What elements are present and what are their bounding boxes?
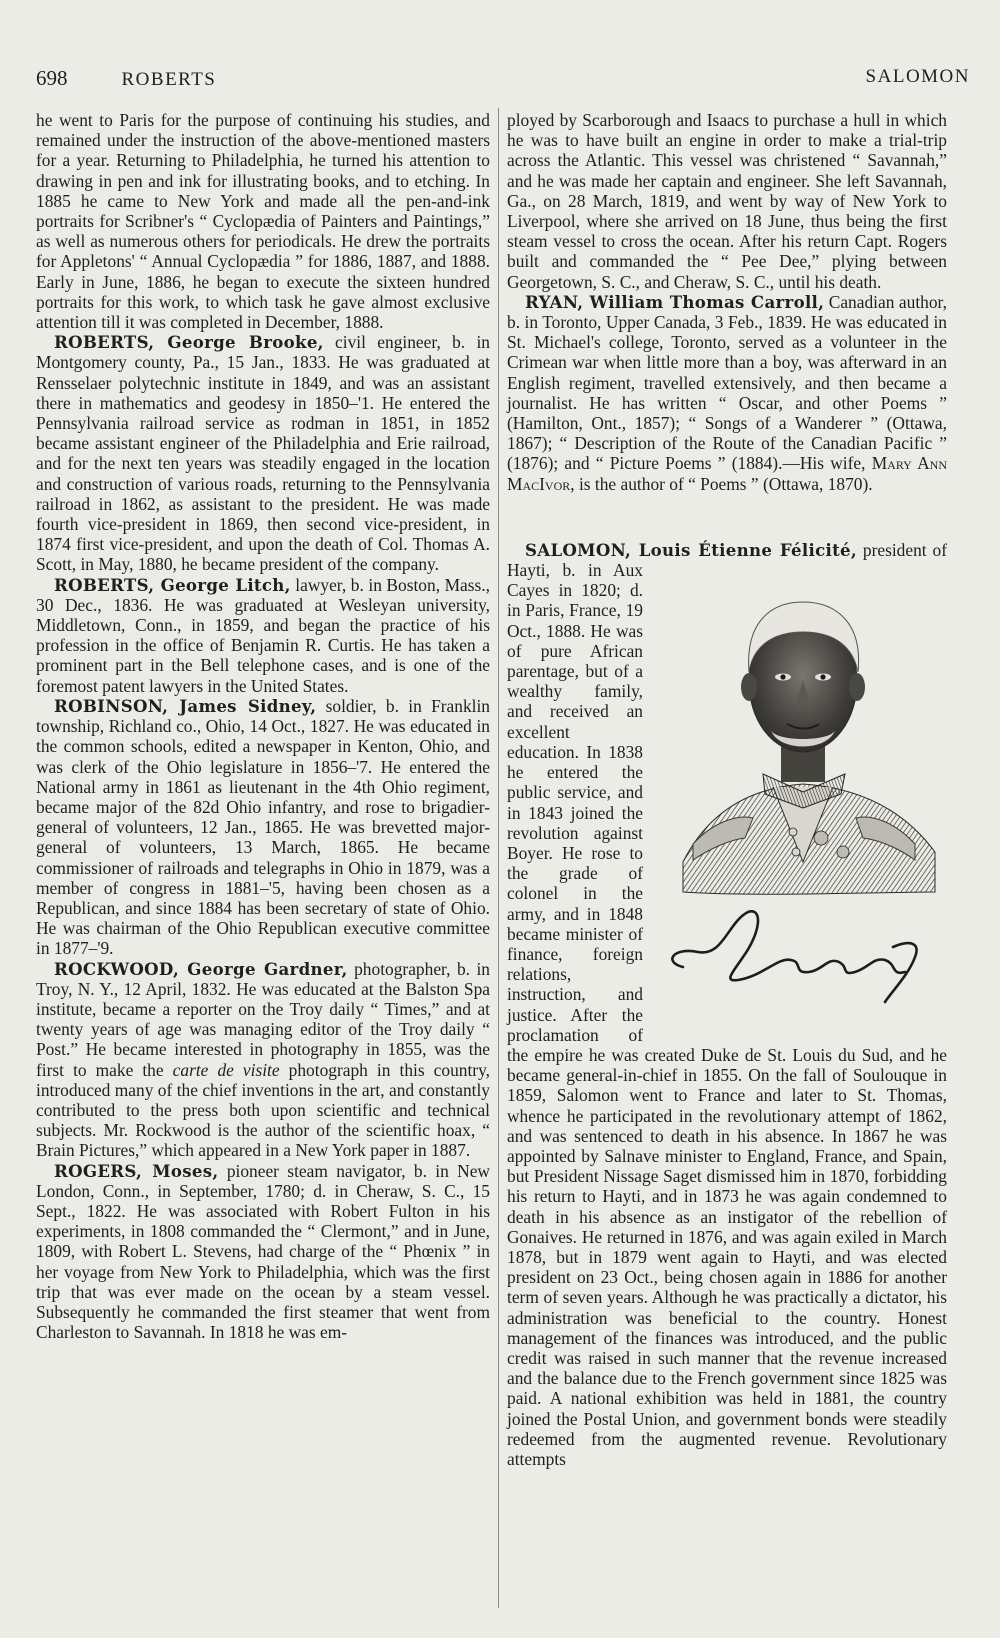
entry-roberts-george-litch	[36, 575, 490, 696]
entry-text: soldier, b. in Franklin township, Richland co., Ohio, 14 Oct., 1827. He was educated in the common schools, edited a newspaper in Kenton, Ohio, and was clerk of the Ohio legislature in 1856–'7. He entered the National army in 1861 as lieutenant in the 4th Ohio regiment, became major of the 82d Ohio infantry, and rose to brigadier-general of volunteers, 12 Jan., 1865. He was brevetted major-general of volunteers, 13 March, 1865. He became commissioner of railroads and telegraphs in Ohio in 1879, was a member of congress in 1881–'5, having been chosen as a Republican, and since 1884 has been secretary of state of Ohio. He was chairman of the Ohio Republican executive committee in 1877–'9.	[36, 695, 490, 959]
section-gap	[507, 494, 947, 540]
left-running-head: ROBERTS	[121, 69, 217, 90]
right-column	[507, 110, 947, 1469]
page-number: 698	[36, 66, 68, 90]
left-column	[36, 110, 490, 1342]
column-divider	[498, 108, 499, 1608]
continuation-paragraph: he went to Paris for the purpose of continuing his studies, and remained under the instruction of the above-mentioned masters for a year. Returning to Philadelphia, he turned his attention to drawing in pen and ink for illustrating books, and to etching. In 1885 he came to New York and made all the pen-and-ink portraits for Scribner's “ Cyclopædia of Painters and Paintings,” as well as numerous others for periodicals. He drew the portraits for Appletons' “ Annual Cyclopædia ” for 1886, 1887, and 1888. Early in June, 1886, he began to execute the sixteen hundred portraits for this work, to which task he gave almost exclusive attention till it was completed in December, 1888.	[36, 110, 490, 333]
entry-text: lawyer, b. in Boston, Mass., 30 Dec., 1836. He was graduated at Wesleyan university, Middletown, Conn., in 1859, and began the practice of his profession in the office of Benjamin R. Curtis. He has taken a prominent part in the Bell telephone cases, and is one of the foremost patent lawyers in the United States.	[36, 574, 490, 696]
entry-name: ROCKWOOD, George Gardner,	[54, 958, 348, 979]
portrait-figure	[653, 562, 953, 1032]
entry-name: ROBERTS, George Brooke,	[54, 332, 324, 353]
entry-salomon	[507, 540, 947, 1469]
portrait-engraving	[653, 562, 953, 1032]
entry-small-caps: Mary Ann MacIvor	[507, 453, 947, 494]
entry-text: Canadian author, b. in Toronto, Upper Canada, 3 Feb., 1839. He was educated in St. Michael's college, Toronto, served as a volunteer in the Crimean war when little more than a boy, was afterward in an English regiment, travelled extensively, and then became a journalist. He has written “ Oscar, and other Poems ” (Hamilton, Ont., 1857); “ Songs of a Wanderer ” (Ottawa, 1867); “ Description of the Route of the Canadian Pacific ” (1876); and “ Picture Poems ” (1884).—His wife,	[507, 291, 948, 474]
entry-roberts-george-brooke	[36, 332, 490, 574]
entry-name: ROBINSON, James Sidney,	[54, 695, 317, 716]
entry-robinson-james-sidney	[36, 696, 490, 959]
entry-text: pioneer steam navigator, b. in New London, Conn., in September, 1780; d. in Cheraw, S. C., 15 Sept., 1822. He was associated with Robert Fulton in his experiments, in 1808 commanded the “ Clermont,” and in June, 1809, with Robert L. Stevens, had charge of the “ Phœnix ” in her voyage from New York to Philadelphia, which was the first trip that was ever made on the ocean by a steam vessel. Subsequently he commanded the first steamer that went from Charleston to Savannah. In 1818 he was em-	[36, 1160, 490, 1343]
entry-text: civil engineer, b. in Montgomery county, Pa., 15 Jan., 1833. He was graduated at Rensselaer polytechnic institute in 1849, and was an assistant there in mathematics and geodesy in 1850–'1. He entered the Pennsylvania railroad service as rodman in 1851, in 1852 became assistant engineer of the Philadelphia and Erie railroad, and for the next ten years was steadily engaged in the location and construction of various roads, returning to the Pennsylvania railroad in 1862, as assistant to the president. He was made fourth vice-president in 1869, then second vice-president, in 1874 first vice-president, and upon the death of Col. Thomas A. Scott, in May, 1880, he became president of the company.	[36, 332, 490, 575]
entry-name: RYAN, William Thomas Carroll,	[525, 291, 825, 312]
entry-name: SALOMON, Louis Étienne Félicité,	[525, 539, 857, 560]
continuation-paragraph: ployed by Scarborough and Isaacs to purchase a hull in which he was to have built an engine in order to make a trial-trip across the Atlantic. This vessel was christened “ Savannah,” and he was made her captain and engineer. She left Savannah, Ga., on 28 March, 1819, and went by way of New York to Liverpool, where she arrived on 18 June, thus being the first steam vessel to cross the ocean. After his return Capt. Rogers built and commanded the “ Pee Dee,” plying between Georgetown, S. C., and Cheraw, S. C., until his death.	[507, 110, 947, 292]
entry-rogers-moses	[36, 1161, 490, 1343]
entry-text: president of Hayti, b. in Aux Cayes in 1820; d. in Paris, France, 19 Oct., 1888. He was of pure African parentage, but of a wealthy family, and received an excellent education. In 1838 he entered the public service, and in 1843 joined the revolution against Boyer. He rose to the grade of colonel in the army, and in 1848 became minister of finance, foreign relations, instruction, and justice. After the proclamation of the empire he was created Duke de St. Louis du Sud, and he became general-in-chief in 1855. On the fall of Soulouque in 1859, Salomon went to France and later to St. Thomas, whence he participated in the revolutionary attempt of 1862, and was sentenced to death in his absence. In 1867 he was appointed by Salnave minister to England, France, and Spain, but President Nissage Saget dismissed him in 1870, forbidding his return to Hayti, and in 1873 he was again condemned to death in his absence as an instigator of the rebellion of Gonaives. He returned in 1876, and was again exiled in March 1878, but in 1879 went again to Hayti, and was elected president on 23 Oct., being chosen again in 1886 for another term of seven years. Although he was practically a dictator, his administration was beneficial to the country. Honest management of the finances was introduced, and the public credit was raised in such manner that the revenue increased and the balance due to the French government since 1825 was paid. A national exhibition was held in 1881, the country joined the Postal Union, and government bonds were steadily redeemed from the augmented revenue. Revolutionary attempts	[507, 539, 947, 1469]
entry-italic: carte de visite	[172, 1059, 280, 1080]
running-head	[36, 66, 970, 91]
entry-rockwood-george-gardner	[36, 959, 490, 1161]
entry-name: ROBERTS, George Litch,	[54, 574, 291, 595]
entry-text: , is the author of “ Poems ” (Ottawa, 1870).	[570, 473, 873, 494]
entry-name: ROGERS, Moses,	[54, 1160, 219, 1181]
right-running-head: SALOMON	[865, 66, 970, 87]
entry-text: photographer, b. in Troy, N. Y., 12 April, 1832. He was educated at the Balston Spa institute, became a reporter on the Troy daily “ Times,” and at twenty years of age was managing editor of the Troy daily “ Post.” He became interested in photography in 1855, was the first to make the	[36, 958, 491, 1080]
entry-text: photograph in this country, introduced many of the chief inventions in the art, and constantly contributed to the press both upon scientific and technical subjects. Mr. Rockwood is the author of the scientific hoax, “ Brain Pictures,” which appeared in a New York paper in 1887.	[36, 1059, 491, 1161]
entry-ryan-william-thomas-carroll	[507, 292, 947, 494]
portrait-bust	[683, 602, 935, 894]
signature	[672, 911, 916, 1002]
